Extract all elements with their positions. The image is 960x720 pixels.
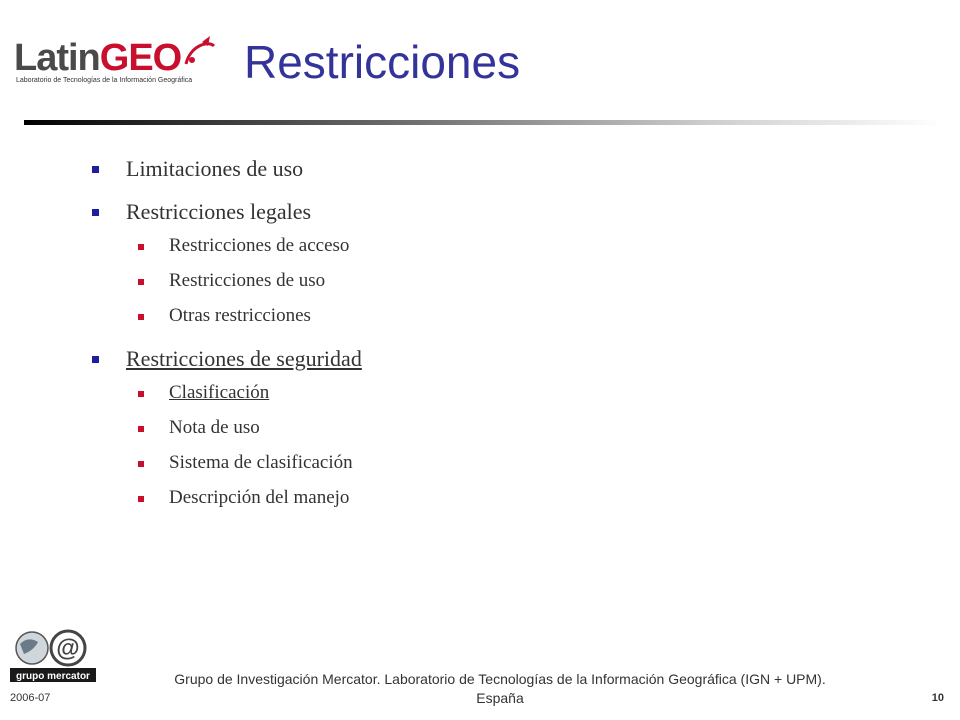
logo-subtitle: Laboratorio de Tecnologías de la Información Geográfica [16,77,193,84]
sub-list-item-text: Restricciones de uso [169,270,326,291]
bullet-square-red-icon [138,391,144,397]
sub-list-item-text: Restricciones de acceso [169,235,350,256]
logo-word-accent: GEO [99,37,182,79]
grupo-mercator-logo [10,628,96,684]
sub-list-item-text: Otras restricciones [169,305,311,326]
bullet-square-red-icon [138,314,144,320]
sub-list-item-text: Clasificación [169,382,270,403]
bullet-square-blue-icon [92,166,99,173]
footer-credit-line2: España [476,690,524,706]
logo-word-main: Latin [14,37,100,79]
bullet-square-blue-icon [92,209,99,216]
footer-date: 2006-07 [10,692,51,704]
bullet-square-red-icon [138,244,144,250]
latingeo-logo [14,30,214,90]
list-item-text: Limitaciones de uso [126,156,304,181]
page-number: 10 [931,692,944,704]
compass-swirl-icon [180,34,220,74]
slide-title: Restricciones [244,36,521,88]
footer-logo-text: grupo mercator [16,671,90,682]
bullet-square-red-icon [138,496,144,502]
list-item-text: Restricciones legales [126,199,312,224]
svg-text:@: @ [56,635,80,662]
sub-list-item-text: Nota de uso [169,417,260,438]
sub-list-item-text: Sistema de clasificación [169,452,353,473]
bullet-square-blue-icon [92,356,99,363]
logo-wordmark [14,38,181,78]
sub-list-item-text: Descripción del manejo [169,487,350,508]
list-item-text: Restricciones de seguridad [126,346,362,371]
bullet-square-red-icon [138,279,144,285]
footer-credit-line1: Grupo de Investigación Mercator. Laboratorio de Tecnologías de la Información Geográfica (IGN + UPM). [174,671,826,687]
title-divider [24,120,944,125]
footer-credit [120,670,880,708]
bullet-square-red-icon [138,461,144,467]
bullet-square-red-icon [138,426,144,432]
